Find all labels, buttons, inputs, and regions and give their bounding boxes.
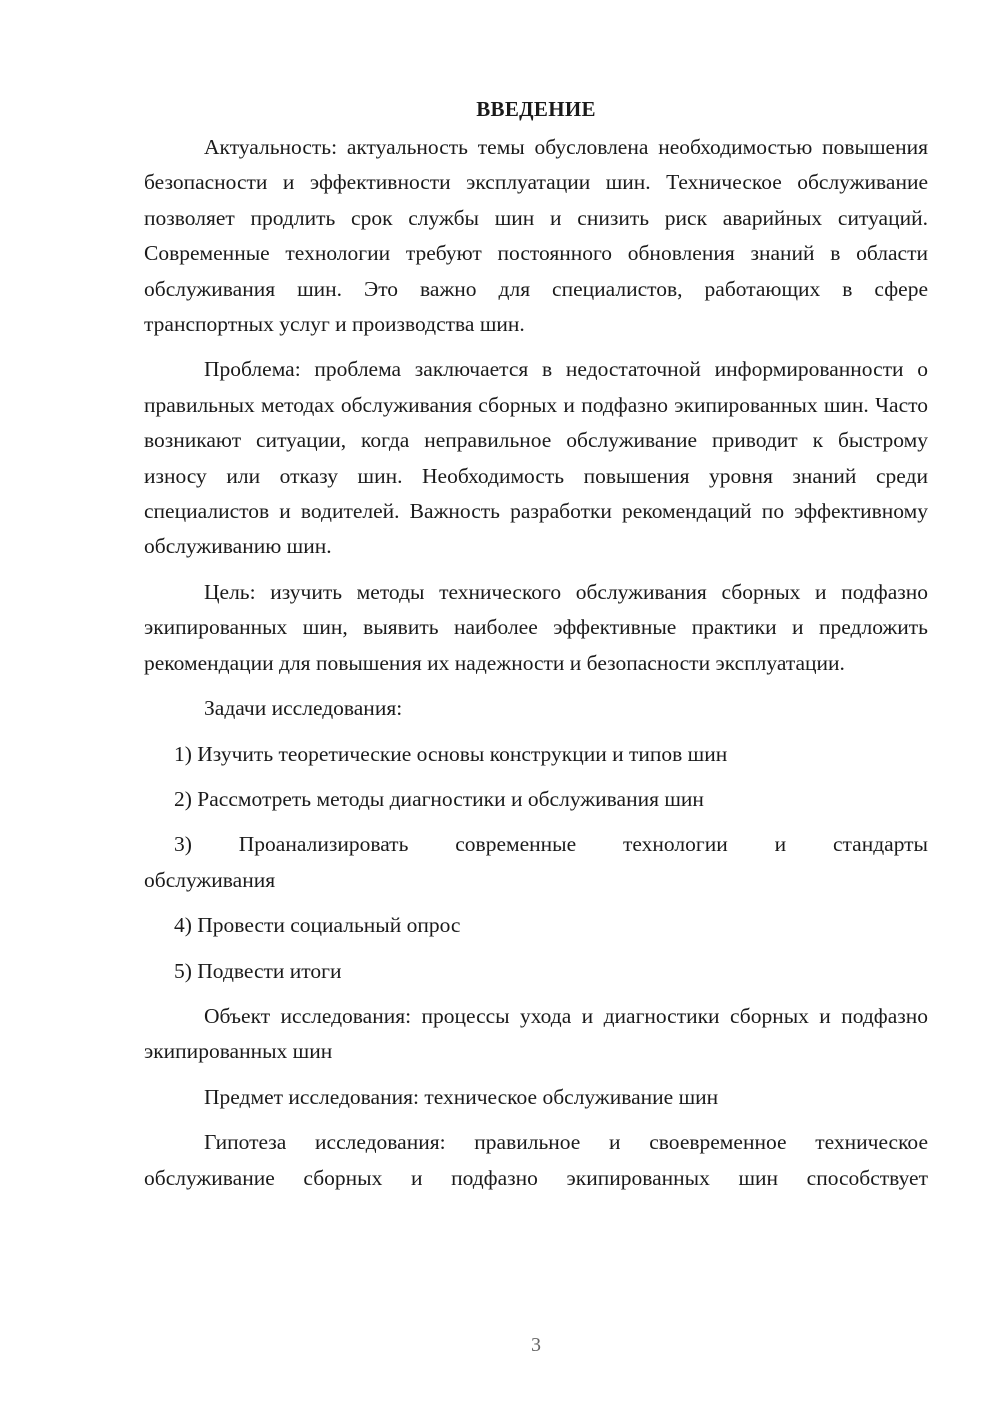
task-item-1: 1) Изучить теоретические основы конструкции и типов шин <box>174 741 728 766</box>
paragraph-relevance: Актуальность: актуальность темы обусловлена необходимостью повышения безопасности и эффективности эксплуатации шин. Техническое обслуживание позволяет продлить срок службы шин и снизить риск аварийных ситуаций. Современные технологии требуют постоянного обновления знаний в области обслуживания шин. Это важно для специалистов, работающих в сфере транспортных услуг и производства шин. <box>144 135 928 337</box>
paragraph-goal: Цель: изучить методы технического обслуживания сборных и подфазно экипированных шин, выявить наиболее эффективные практики и предложить рекомендации для повышения их надежности и безопасности эксплуатации. <box>144 579 928 675</box>
paragraph-subject: Предмет исследования: техническое обслуживание шин <box>204 1084 719 1109</box>
page-title: ВВЕДЕНИЕ <box>476 97 596 121</box>
page-content <box>144 94 928 1206</box>
tasks-heading: Задачи исследования: <box>204 696 403 721</box>
page-number: 3 <box>531 1334 541 1356</box>
task-item-4: 4) Провести социальный опрос <box>174 913 461 938</box>
task-item-2: 2) Рассмотреть методы диагностики и обслуживания шин <box>174 786 704 811</box>
task-item-5: 5) Подвести итоги <box>174 958 342 983</box>
paragraph-problem: Проблема: проблема заключается в недостаточной информированности о правильных методах обслуживания сборных и подфазно экипированных шин. Часто возникают ситуации, когда неправильное обслуживание приводит к быстрому износу или отказу шин. Необходимость повышения уровня знаний среди специалистов и водителей. Важность разработки рекомендаций по эффективному обслуживанию шин. <box>144 357 928 559</box>
paragraph-object: Объект исследования: процессы ухода и диагностики сборных и подфазно экипированных шин <box>144 1003 928 1064</box>
task-item-3: 3) Проанализировать современные технологии и стандарты обслуживания <box>144 832 928 892</box>
paragraph-hypothesis: Гипотеза исследования: правильное и своевременное техническое обслуживание сборных и подфазно экипированных шин способствует <box>144 1130 928 1190</box>
